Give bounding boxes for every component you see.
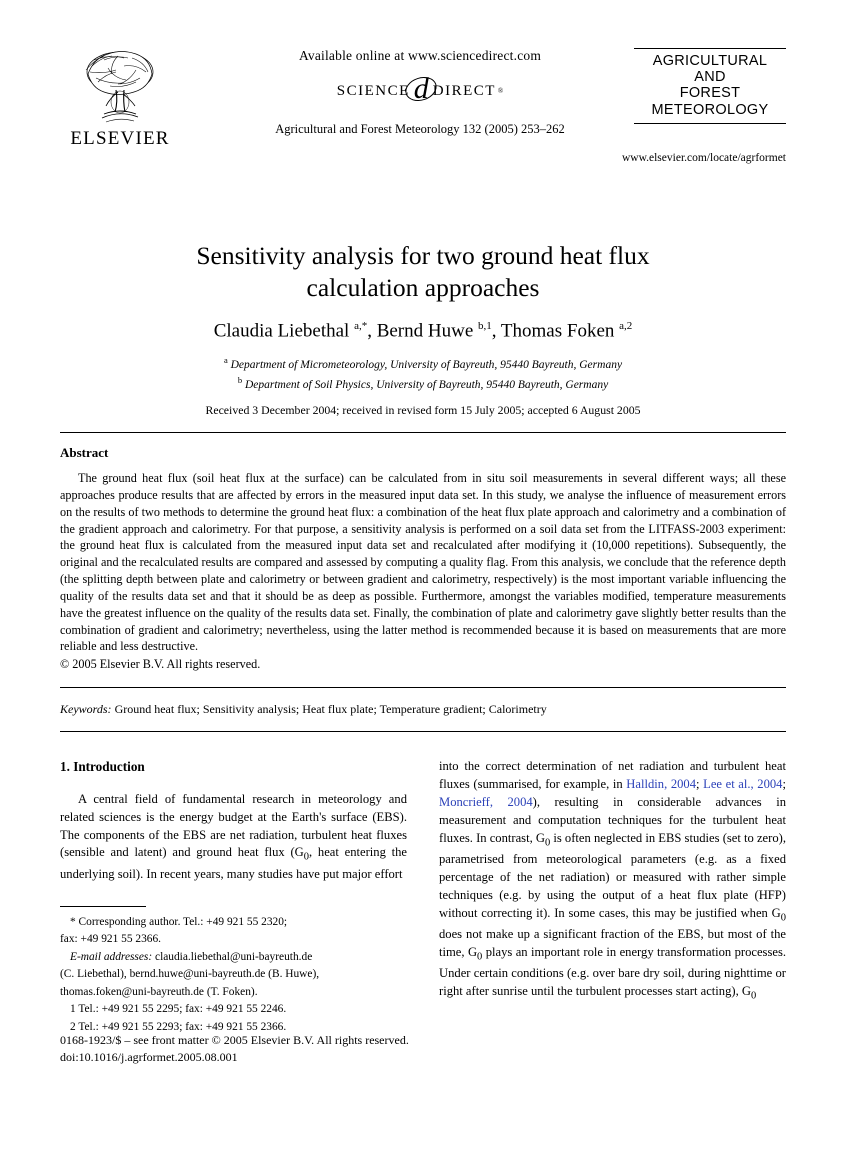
body-columns <box>60 732 786 1036</box>
title-line-2: calculation approaches <box>306 272 540 302</box>
affiliation-b: $^b$ Department of Soil Physics, University of Bayreuth, 95440 Bayreuth, Germany <box>237 374 609 391</box>
issn-line: 0168-1923/$ – see front matter © 2005 Elsevier B.V. All rights reserved. <box>60 1033 409 1047</box>
affiliation-b-text: Department of Soil Physics, University of Bayreuth, 95440 Bayreuth, Germany <box>244 378 609 391</box>
footnote-email-1-attr: (C. Liebethal), bernd.huwe@uni-bayreuth.de (B. Huwe), <box>60 968 320 981</box>
section-heading-introduction: 1. Introduction <box>60 759 145 775</box>
journal-citation: Agricultural and Forest Meteorology 132 (2005) 253–262 <box>275 122 565 136</box>
journal-title-line-4: METEOROLOGY <box>651 101 769 118</box>
keywords-value: Ground heat flux; Sensitivity analysis; Heat flux plate; Temperature gradient; Calorimetry <box>114 702 547 717</box>
elsevier-tree-icon <box>74 48 166 126</box>
footnote-email-2-attr: thomas.foken@uni-bayreuth.de (T. Foken). <box>60 985 258 998</box>
journal-title-line-1: AGRICULTURAL <box>652 53 768 69</box>
column-right <box>439 758 786 1036</box>
title-line-1: Sensitivity analysis for two ground heat flux <box>196 241 650 270</box>
keywords-label: Keywords: <box>60 702 112 717</box>
column-left <box>60 758 407 1036</box>
sciencedirect-direct-word: DIRECT <box>432 82 496 99</box>
affiliation-a: $^a$ Department of Micrometeorology, University of Bayreuth, 95440 Bayreuth, Germany <box>223 355 623 371</box>
received-dates: Received 3 December 2004; received in revised form 15 July 2005; accepted 6 August 2005 <box>205 403 641 418</box>
journal-title-line-3: FOREST <box>679 85 741 102</box>
footnote-corresponding: * Corresponding author. Tel.: +49 921 55 2320; <box>70 915 288 928</box>
sciencedirect-block <box>210 48 630 137</box>
sciencedirect-science-word: SCIENCE <box>336 82 410 99</box>
abstract-section <box>60 433 786 717</box>
journal-title-box <box>634 48 786 124</box>
footnote-email-label: E-mail addresses: <box>70 950 153 963</box>
journal-title-line-2: AND <box>694 69 726 86</box>
intro-paragraph-right: into the correct determination of net radiation and turbulent heat fluxes (summarised, for example, in Halldin, 2004; Lee et al., 2004; Moncrieff, 2004), resulting in considerable advances in measurement and computation techniques for the turbulent heat fluxes. In contrast, $G_0$ is often neglected in EBS studies (set to zero), parametrised from meteorological parameters (e.g. as a fixed percentage of the net radiation) or measured with rather simple techniques (e.g. by using the output of a heat flux plate (HFP) without correcting it). In some cases, this may be justified when $G_0$ does not make up a significant fraction of the EBS, but most of the time, $G_0$ plays an important role in energy transformation processes. Under certain conditions (e.g. over bare dry soil, during nighttime or right after sunrise until the turbulent processes start acting), $G_0$ <box>439 759 786 1002</box>
footnote-note-1: 1 Tel.: +49 921 55 2295; fax: +49 921 55 2246. <box>70 1003 287 1016</box>
footnote-note-2: 2 Tel.: +49 921 55 2293; fax: +49 921 55 2366. <box>70 1020 287 1033</box>
available-online-text: Available online at www.sciencedirect.com <box>298 48 542 63</box>
footnotes <box>60 914 407 1036</box>
divider-keywords-top <box>60 687 786 688</box>
footnote-divider <box>60 906 146 907</box>
footnote-fax: fax: +49 921 55 2366. <box>60 933 162 946</box>
elsevier-logo <box>60 48 180 150</box>
intro-paragraph-left: A central field of fundamental research in meteorology and related sciences is the energy budget at the Earth's surface (EBS). The components of the EBS are net radiation, turbulent heat fluxes (sensible and latent) and ground heat flux ($G_0$, heat entering the underlying soil). In recent years, many studies have put major effort <box>60 791 408 881</box>
page-title <box>60 240 786 304</box>
keywords <box>60 702 786 717</box>
abstract-copyright: © 2005 Elsevier B.V. All rights reserved. <box>60 657 261 672</box>
author-list: Claudia Liebethal $^{a,*}$, Bernd Huwe $^{b,1}$, Thomas Foken $^{a,2}$ <box>213 319 633 342</box>
sciencedirect-ellipse-icon <box>402 73 440 105</box>
sciencedirect-d-glyph: d <box>414 74 429 104</box>
affiliation-a-text: Department of Micrometeorology, University of Bayreuth, 95440 Bayreuth, Germany <box>230 358 623 371</box>
title-block <box>60 188 786 418</box>
footnote-email-line <box>60 949 407 966</box>
elsevier-wordmark: ELSEVIER <box>70 128 170 149</box>
abstract-heading: Abstract <box>60 445 109 461</box>
masthead <box>60 0 786 188</box>
doi-line: doi:10.1016/j.agrformet.2005.08.001 <box>60 1049 238 1064</box>
sciencedirect-logo <box>210 72 630 106</box>
journal-url[interactable]: www.elsevier.com/locate/agrformet <box>621 152 786 164</box>
abstract-text: The ground heat flux (soil heat flux at the surface) can be calculated from in situ soil measurements in several different ways; all these approaches produce results that are affected by errors in the measured input data set. In this study, we analyse the influence of measurement errors on the results of two methods to determine the ground heat flux: a combination of the heat flux plate approach and calorimetry and a combination of the gradient approach and calorimetry. For that purpose, a sensitivity analysis is performed on a soil data set from the LITFASS-2003 experiment: the ground heat flux is calculated from the measured input data set and recalculated after modifying it (10,000 repetitions). Subsequently, the original and the recalculated results are compared and assessed by computing a quality flag. From this analysis, we conclude that the reference depth (the splitting depth between plate and calorimetry or between gradient and calorimetry, respectively) is the most important variable influencing the quality of the results data set and that it should be as deep as possible. Furthermore, amongst the variables modified, temperature measurements have the greatest influence on the quality of the results data set. Finally, the combination of plate and calorimetry gave slightly better results than the combination of gradient and calorimetry; nevertheless, using the latter method is recommended because it is based on measurements that are more reliable and less destructive. <box>60 471 786 654</box>
page-footer <box>60 1032 786 1066</box>
registered-mark: ® <box>497 87 504 95</box>
footnote-email-1[interactable]: claudia.liebethal@uni-bayreuth.de <box>155 950 313 963</box>
